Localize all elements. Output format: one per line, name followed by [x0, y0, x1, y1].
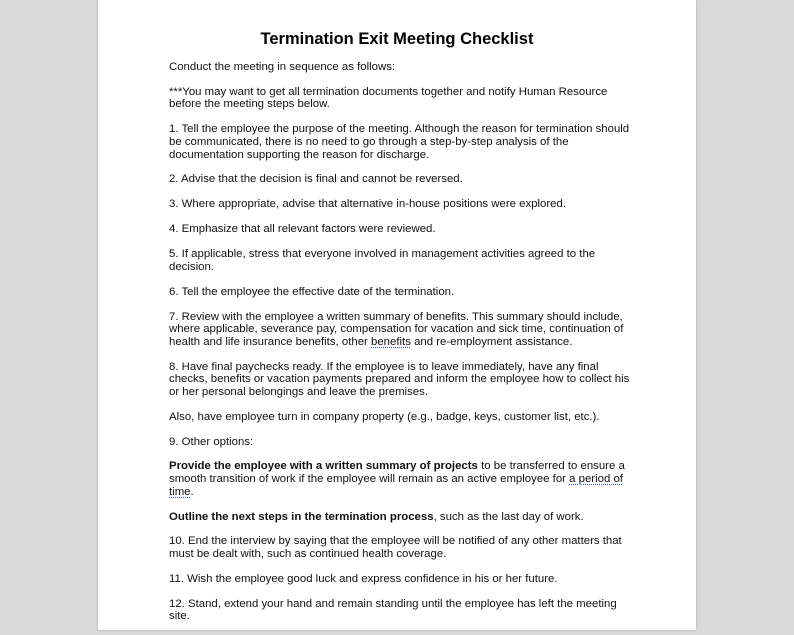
step-7-text: 7. Review with the employee a written summary of benefits. This summary should include, where applicable, severance pay, compensation for vacation and sick time, continuation of health and life insurance benefits, other	[169, 310, 624, 348]
step-11: 11. Wish the employee good luck and express confidence in his or her future.	[169, 572, 558, 585]
step-4: 4. Emphasize that all relevant factors were reviewed.	[169, 223, 436, 236]
step-6: 6. Tell the employee the effective date of the termination.	[169, 285, 455, 298]
option-1	[169, 460, 639, 498]
step-10: 10. End the interview by saying that the employee will be notified of any other matters that must be dealt with, such as continued health coverage.	[169, 535, 622, 560]
step-5: 5. If applicable, stress that everyone involved in management activities agreed to the decision.	[169, 248, 596, 273]
step-1: 1. Tell the employee the purpose of the meeting. Although the reason for termination should be communicated, there is no need to go through a step-by-step analysis of the documentation supporting the reason for discharge.	[169, 123, 630, 161]
step-7-text-end: and re-employment assistance.	[410, 335, 573, 348]
intro-paragraph: Conduct the meeting in sequence as follows:	[169, 61, 396, 73]
option-1-bold: Provide the employee with a written summary of projects	[169, 460, 478, 473]
option-2-bold: Outline the next steps in the termination process	[169, 510, 434, 523]
step-2: 2. Advise that the decision is final and cannot be reversed.	[169, 173, 463, 186]
document-page	[98, 0, 696, 630]
document-body	[169, 61, 639, 635]
spelling-flag-benefits: benefits	[371, 335, 411, 348]
note-paragraph: ***You may want to get all termination documents together and notify Human Resource before the meeting steps below.	[169, 85, 608, 111]
grammar-flag-period-of-time: a period of time	[169, 473, 623, 498]
step-8: 8. Have final paychecks ready. If the employee is to leave immediately, have any final checks, benefits or vacation payments prepared and inform the employee how to collect his or her personal belongings and leave the premises.	[169, 360, 630, 398]
step-7	[169, 311, 639, 349]
step-12: 12. Stand, extend your hand and remain standing until the employee has left the meeting site.	[169, 597, 617, 623]
option-1-text: to be transferred to ensure a smooth transition of work if the employee will remain as an active employee for	[169, 460, 625, 486]
document-title: Termination Exit Meeting Checklist	[260, 30, 534, 48]
option-2	[169, 511, 639, 524]
option-2-text: , such as the last day of work.	[433, 510, 584, 523]
step-9: 9. Other options:	[169, 435, 254, 448]
also-paragraph: Also, have employee turn in company property (e.g., badge, keys, customer list, etc.).	[169, 410, 600, 423]
step-3: 3. Where appropriate, advise that alternative in-house positions were explored.	[169, 198, 566, 211]
option-1-end: .	[190, 485, 194, 498]
